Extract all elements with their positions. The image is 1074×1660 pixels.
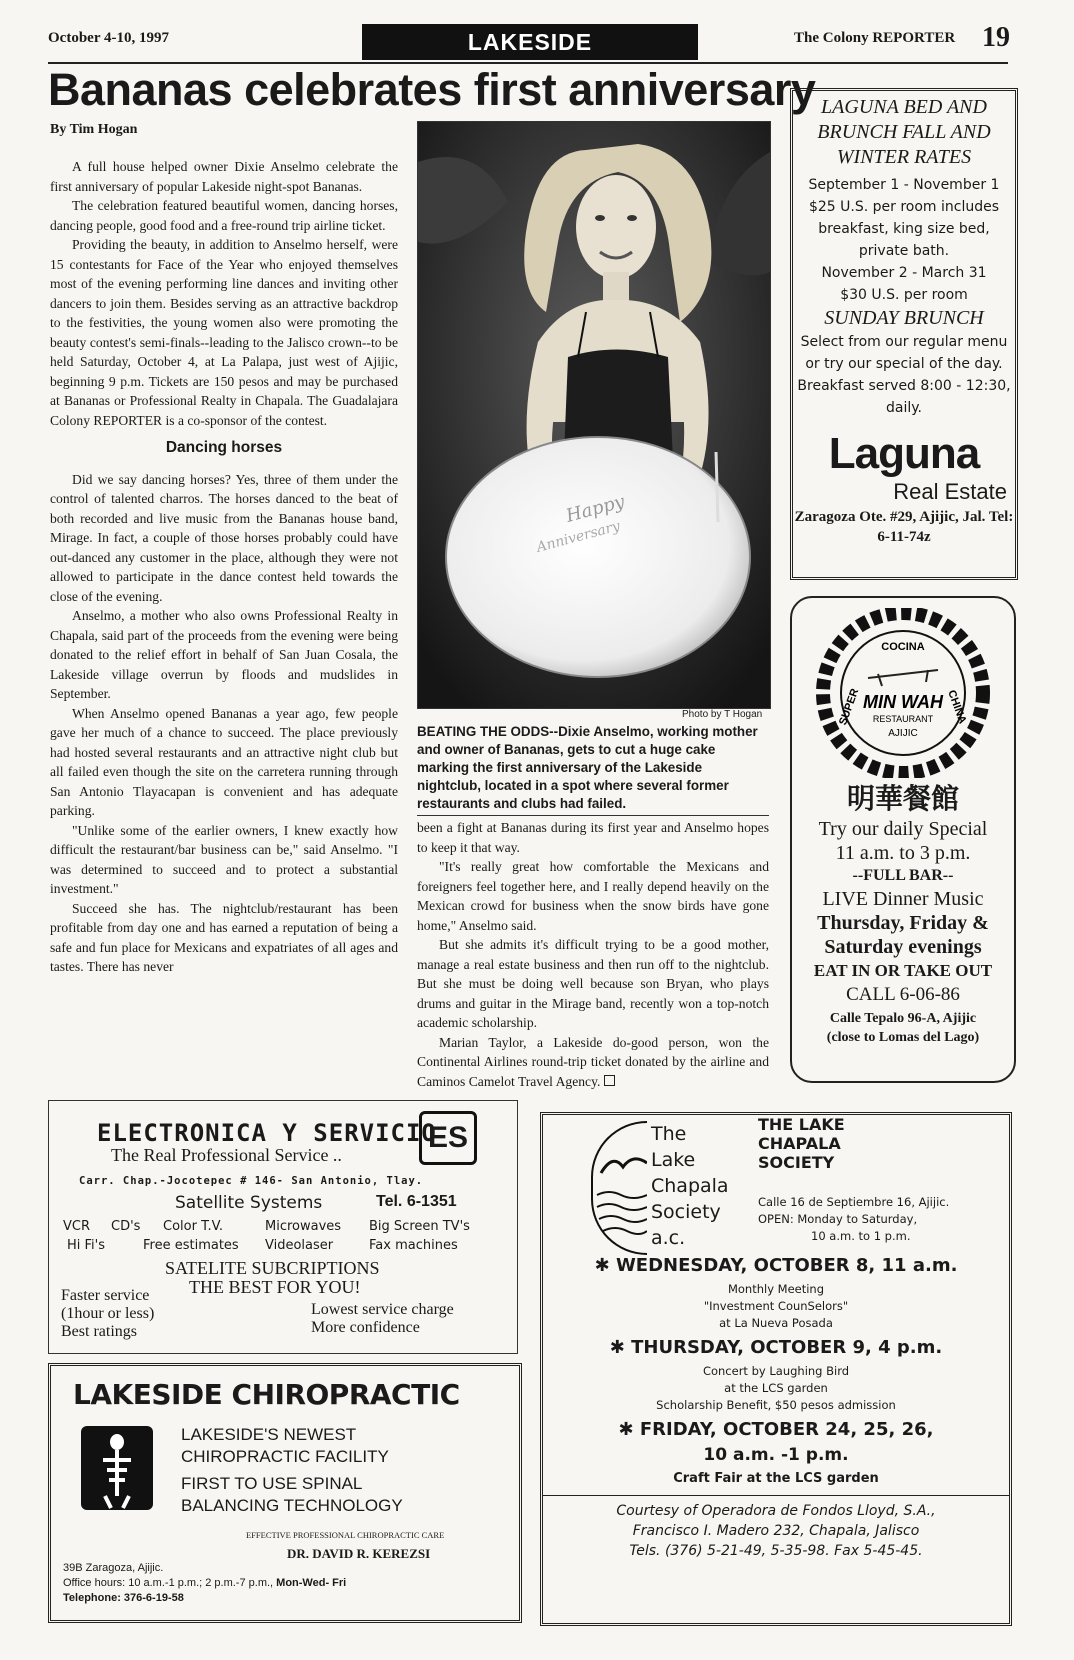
asterisk-icon: ✱ [594, 1255, 616, 1276]
ad-line: Faster service [61, 1287, 150, 1304]
ad-min-wah [790, 596, 1016, 1083]
article-photo [417, 121, 771, 709]
lake-logo-icon [591, 1121, 647, 1255]
issue-date: October 4-10, 1997 [48, 30, 169, 46]
asterisk-icon: ✱ [609, 1337, 632, 1358]
ad-item: Hi Fi's [67, 1238, 106, 1253]
ad-line: Best ratings [61, 1323, 137, 1340]
ad-chiropractic [48, 1363, 522, 1623]
event-title [543, 1255, 1009, 1276]
caption-rule [417, 815, 769, 816]
ad-title: LAKESIDE CHIROPRACTIC [73, 1378, 460, 1411]
ad-subtitle: SUNDAY BRUNCH [824, 307, 984, 329]
end-mark-icon [604, 1075, 615, 1086]
ad-address: Carr. Chap.-Jocotepec # 146- San Antonio, Tlay. [79, 1175, 424, 1187]
logo-ring-top: COCINA [881, 641, 925, 653]
event-details [543, 1281, 1009, 1332]
restaurant-logo [808, 608, 998, 778]
paragraph: "It's really great how comfortable the Mexicans and foreigners feel together here, and I really depend heavily on the Mexican crowd for business when the snow birds have gone home," Anselmo said. [417, 859, 769, 933]
asterisk-icon: ✱ [618, 1419, 640, 1440]
ad-item: Free estimates [143, 1238, 239, 1253]
ad-title: ELECTRONICA Y SERVICIO [97, 1119, 437, 1147]
ad-line: September 1 - November 1 [808, 177, 1000, 193]
logo-line: Chapala [651, 1175, 729, 1197]
paragraph: But she admits it's difficult trying to be a good mother, manage a real estate business and then run off to the nightclub. But she must be doing well because son Bryan, who plays drums and guitar in the Mirage band, recently won a top-notch academic scholarship. [417, 937, 769, 1030]
paragraph: When Anselmo opened Bananas a year ago, few people gave her much of a chance to succeed. The place previously had hosted several restaurants and an attractive night club but all failed even though the site on the carretera running through San Antonio Tlayacapan is convenient and has adequate parking. [50, 705, 398, 818]
ad-phone: CALL 6-06-86 [846, 984, 960, 1005]
footer-line: Francisco I. Madero 232, Chapala, Jalisco [632, 1523, 920, 1539]
ad-item: Fax machines [369, 1238, 458, 1253]
logo-line: Society [651, 1201, 721, 1223]
ad-address: 39B Zaragoza, Ajijic. [63, 1562, 164, 1574]
paragraph: been a fight at Bananas during its first year and Anselmo hopes to keep it that way. [417, 820, 769, 855]
ad-line: EAT IN OR TAKE OUT [813, 961, 993, 980]
photo-credit: Photo by T Hogan [682, 709, 763, 720]
ad-open: OPEN: Monday to Saturday, [758, 1212, 918, 1226]
paragraph: Succeed she has. The nightclub/restaurant has been profitable from day one and has earned a reputation of being a safe and fun place for Mexicans and expatriates of all ages and tastes. There has never [50, 900, 398, 974]
ad-line: Lowest service charge [311, 1301, 454, 1318]
ad-doctor: DR. DAVID R. KEREZSI [287, 1546, 431, 1561]
ad-title: THE LAKE CHAPALA SOCIETY [758, 1115, 845, 1172]
paragraph [417, 1033, 769, 1092]
ad-line: $25 U.S. per room includes breakfast, king size bed, private bath. [808, 199, 1000, 259]
event-title-text: THURSDAY, OCTOBER 9, 4 p.m. [631, 1337, 943, 1358]
ad-item: Microwaves [265, 1219, 342, 1234]
ad-line: EFFECTIVE PROFESSIONAL CHIROPRACTIC CARE [246, 1530, 445, 1540]
ad-address: Calle 16 de Septiembre 16, Ajijic. [758, 1195, 950, 1209]
byline: By Tim Hogan [50, 122, 138, 137]
logo-line: The [651, 1123, 687, 1145]
photo-illustration [418, 122, 770, 708]
page-number: 19 [982, 22, 1010, 53]
paragraph: Providing the beauty, in addition to Anselmo herself, were 15 contestants for Face of the Year who enjoyed themselves most of the evening performing line dances and inviting other dancers to join them. Besides serving as an attractive backdrop to the festivities, the young women also were promoting the beauty contest's semi-finals--leading to the Jalisco crown--to be held Saturday, October 4, at La Palapa, just west of Ajijic, beginning 9 p.m. Tickets are 150 pesos and may be purchased at Bananas or Professional Realty in Chapala. The Guadalajara Colony REPORTER is a co-sponsor of the contest. [50, 237, 398, 428]
ad-item: CD's [111, 1219, 141, 1234]
event-line: Craft Fair at the LCS garden [673, 1471, 879, 1486]
ad-item: VCR [63, 1219, 91, 1234]
ad-footer [543, 1501, 1009, 1561]
event-details [543, 1363, 1009, 1414]
ad-logo: Laguna [828, 429, 980, 478]
headline: Bananas celebrates first anniversary [48, 64, 816, 115]
ad-line: Satellite Systems [175, 1193, 323, 1213]
ad-line: LAKESIDE'S NEWEST [181, 1425, 357, 1444]
svg-text:Happy: Happy [563, 491, 627, 527]
event-line: Concert by Laughing Bird [702, 1364, 850, 1378]
ad-days: Mon-Wed- Fri [276, 1577, 347, 1589]
logo-town: AJIJIC [888, 728, 918, 739]
ad-line: Try our daily Special [818, 818, 988, 840]
ad-lake-chapala-society [540, 1112, 1012, 1626]
ad-laguna [790, 88, 1018, 580]
event-line: Scholarship Benefit, $50 pesos admission [656, 1398, 896, 1412]
ad-hours [63, 1577, 346, 1589]
ad-tagline: The Real Professional Service .. [111, 1145, 342, 1165]
ad-address: (close to Lomas del Lago) [826, 1030, 980, 1045]
ad-line: $30 U.S. per room [840, 287, 968, 303]
ad-line: 11 a.m. to 3 p.m. [835, 842, 971, 864]
section-banner: LAKESIDE [362, 24, 698, 60]
ad-line: (1hour or less) [61, 1305, 155, 1322]
chinese-name: 明華餐館 [846, 784, 959, 815]
logo-line: a.c. [651, 1227, 686, 1249]
logo-ring-left: SUPER [837, 687, 862, 727]
paragraph: "Unlike some of the earlier owners, I knew exactly how difficult the restaurant/bar business can be," said Anselmo. "I was determined to succeed and to protect a substantial investment." [50, 822, 398, 896]
ad-address: Calle Tepalo 96-A, Ajijic [829, 1011, 977, 1026]
ad-line: November 2 - March 31 [821, 265, 987, 281]
event-line: 10 a.m. -1 p.m. [703, 1445, 849, 1465]
logo-sub: RESTAURANT [872, 714, 934, 724]
footer-line: Courtesy of Operadora de Fondos Lloyd, S.A., [616, 1503, 936, 1519]
ad-hours-text: Office hours: 10 a.m.-1 p.m.; 2 p.m.-7 p.m., [63, 1577, 277, 1589]
article-column-2 [417, 818, 769, 1091]
event-line: at La Nueva Posada [719, 1316, 833, 1330]
ad-title: LAGUNA BED AND BRUNCH FALL AND WINTER RATES [817, 96, 991, 168]
ad-item: Color T.V. [163, 1219, 223, 1234]
ad-hours: 10 a.m. to 1 p.m. [811, 1229, 911, 1243]
paragraph: Did we say dancing horses? Yes, three of them under the control of talented charros. The horses danced to the beat of both recorded and live music from the Bananas house band, Mirage. In fact, a couple of those horses probably could have out-danced any customer in the place, although they were not allowed to participate in the dance contest held towards the close of the evening. [50, 471, 398, 604]
article-column-1 [50, 157, 398, 977]
event-title-text: WEDNESDAY, OCTOBER 8, 11 a.m. [615, 1255, 958, 1276]
footer-line: Tels. (376) 5-21-49, 5-35-98. Fax 5-45-45. [629, 1543, 923, 1559]
ad-address: Zaragoza Ote. #29, Ajijic, Jal. Tel: 6-11-74z [794, 509, 1014, 545]
ad-line: FIRST TO USE SPINAL [181, 1474, 363, 1493]
ad-electronica [48, 1100, 518, 1354]
paragraph-text: Marian Taylor, a Lakeside do-good person, won the Continental Airlines round-trip ticket donated by the airline and Caminos Camelot Travel Agency. [417, 1034, 769, 1089]
ad-line: More confidence [311, 1319, 420, 1336]
ad-line: CHIROPRACTIC FACILITY [181, 1447, 389, 1466]
ad-line: BALANCING TECHNOLOGY [181, 1496, 403, 1515]
ad-logo: ES [419, 1111, 477, 1165]
svg-text:Anniversary: Anniversary [534, 518, 622, 556]
paragraph: The celebration featured beautiful women, dancing horses, dancing people, good food and a free-round trip airline ticket. [50, 198, 398, 233]
event-line: at the LCS garden [724, 1381, 828, 1395]
ad-phone: Tel. 6-1351 [376, 1193, 457, 1210]
ad-phone: Telephone: 376-6-19-58 [63, 1592, 184, 1604]
ad-line: LIVE Dinner Music [822, 888, 984, 910]
ad-line: --FULL BAR-- [852, 867, 954, 884]
ad-logo-sub: Real Estate [893, 479, 1007, 504]
event-title [543, 1337, 1009, 1358]
logo-text [651, 1121, 729, 1251]
ad-line: Saturday evenings [824, 936, 982, 958]
newspaper-name: The Colony REPORTER [794, 30, 956, 46]
paragraph: Anselmo, a mother who also owns Professional Realty in Chapala, said part of the proceeds from the evening were being donated to the relief effort in behalf of San Juan Cosala, the Lakeside village overrun by floods and mudslides in September. [50, 608, 398, 701]
ad-item: Big Screen TV's [369, 1219, 470, 1234]
ad-line: THE BEST FOR YOU! [189, 1277, 361, 1297]
divider [543, 1495, 1009, 1496]
event-line: Monthly Meeting [727, 1282, 825, 1296]
logo-ring-right: CHINA [945, 688, 969, 726]
event-title [543, 1419, 1009, 1440]
photo-caption: BEATING THE ODDS--Dixie Anselmo, working mother and owner of Bananas, gets to cut a huge cake marking the first anniversary of the Lakeside nightclub, located in a spot where several former restaurants and clubs had failed. [417, 724, 758, 811]
event-title-text: FRIDAY, OCTOBER 24, 25, 26, [639, 1419, 934, 1440]
ad-item: Videolaser [265, 1238, 334, 1253]
logo-line: Lake [651, 1149, 696, 1171]
paragraph: A full house helped owner Dixie Anselmo celebrate the first anniversary of popular Lakeside night-spot Bananas. [50, 159, 398, 194]
spine-icon [81, 1426, 153, 1510]
ad-line: Thursday, Friday & [817, 912, 989, 934]
ad-line: SATELITE SUBCRIPTIONS [165, 1258, 380, 1278]
logo-name: MIN WAH [863, 692, 943, 712]
ad-line: Select from our regular menu or try our special of the day. Breakfast served 8:00 - 12:30, daily. [797, 334, 1011, 416]
event-line: "Investment CounSelors" [703, 1299, 849, 1313]
subhead: Dancing horses [165, 439, 283, 456]
